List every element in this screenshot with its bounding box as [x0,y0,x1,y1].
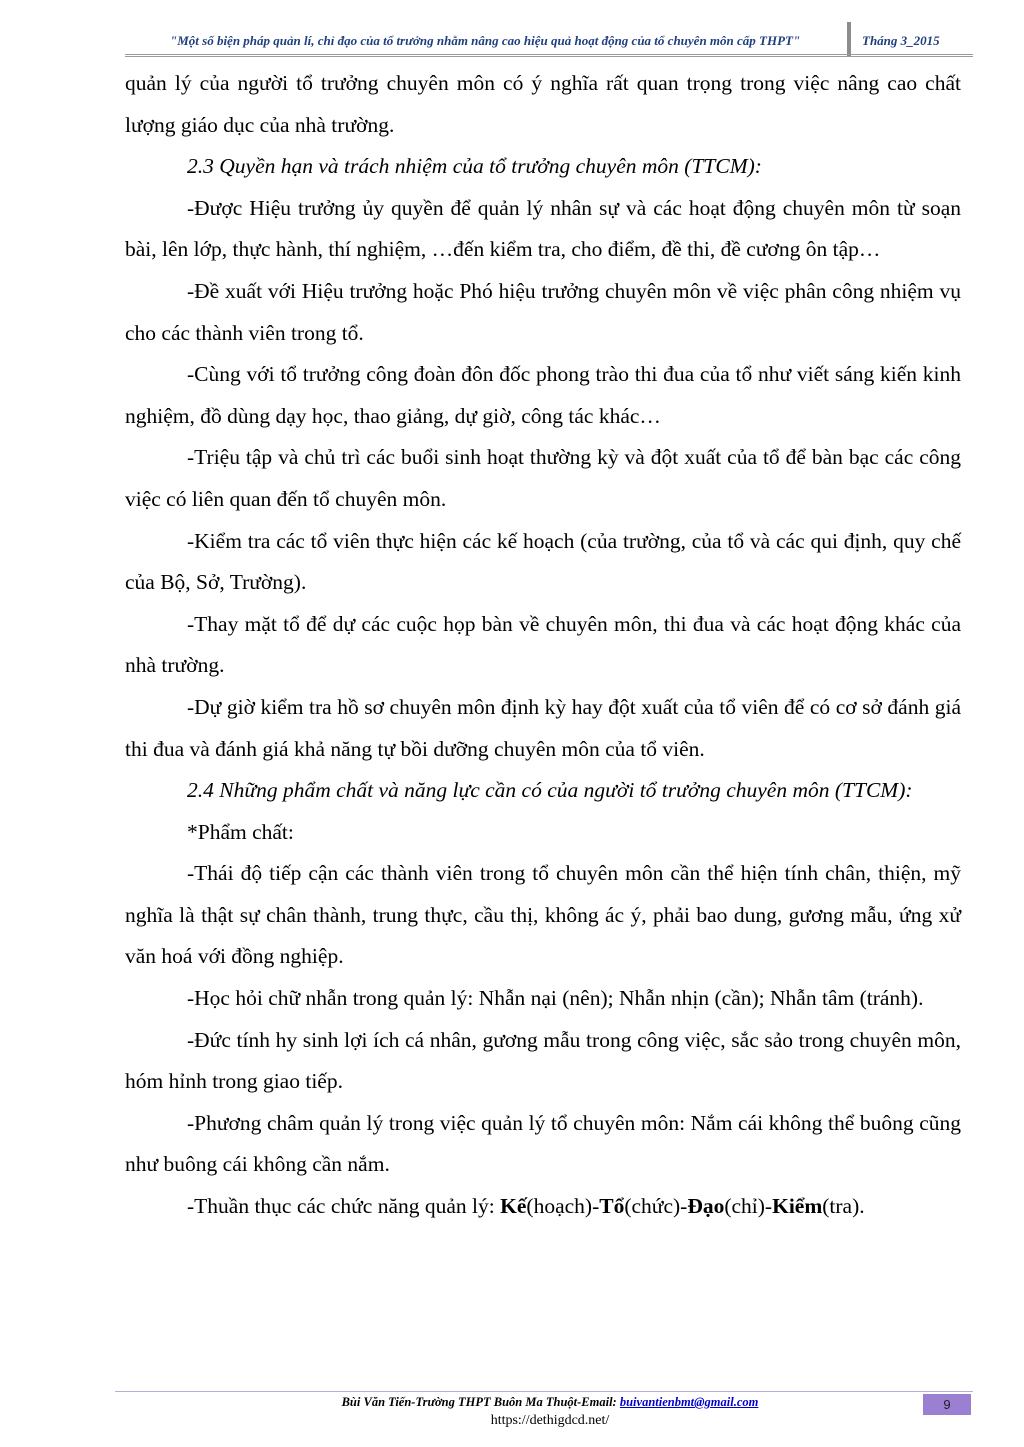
subheading-qualities: *Phẩm chất: [187,819,294,844]
paragraph-authority-delegation: -Được Hiệu trưởng ủy quyền để quản lý nhân sự và các hoạt động chuyên môn từ soạn bài, lên lớp, thực hành, thí nghiệm, …đến kiểm tra, cho điểm, đề thi, đề cương ôn tập… [125,195,961,262]
functions-prefix: -Thuần thục các chức năng quản lý: [187,1194,501,1219]
keyword-plan-rest: (hoạch)- [526,1194,600,1219]
header-rule [125,54,973,57]
paragraph-proposal: -Đề xuất với Hiệu trưởng hoặc Phó hiệu trưởng chuyên môn về việc phân công nhiệm vụ cho các thành viên trong tổ. [125,278,961,345]
keyword-organize-rest: (chức)- [624,1194,688,1219]
section-heading-2-4: 2.4 Những phẩm chất và năng lực cần có của người tổ trưởng chuyên môn (TTCM): [187,778,913,803]
keyword-check: Kiểm [772,1194,823,1219]
header-date: Tháng 3_2015 [862,33,940,48]
header-divider [847,22,851,56]
document-body [125,63,961,1228]
paragraph-motto: -Phương châm quản lý trong việc quản lý tổ chuyên môn: Nắm cái không thể buông cũng như buông cái không cần nắm. [125,1110,961,1177]
paragraph-meetings: -Triệu tập và chủ trì các buổi sinh hoạt thường kỳ và đột xuất của tổ để bàn bạc các công việc có liên quan đến tổ chuyên môn. [125,445,961,511]
paragraph-patience: -Học hỏi chữ nhẫn trong quản lý: Nhẫn nại (nên); Nhẫn nhịn (cần); Nhẫn tâm (tránh). [187,986,924,1011]
section-heading-2-3: 2.3 Quyền hạn và trách nhiệm của tổ trưởng chuyên môn (TTCM): [187,154,762,179]
keyword-direct-rest: (chỉ)- [724,1194,773,1219]
paragraph-continuation: quản lý của người tổ trưởng chuyên môn có ý nghĩa rất quan trọng trong việc nâng cao chất lượng giáo dục của nhà trường. [125,71,961,137]
paragraph-inspection: -Kiểm tra các tổ viên thực hiện các kế hoạch (của trường, của tổ và các qui định, quy chế của Bộ, Sở, Trường). [125,528,961,595]
keyword-organize: Tổ [599,1194,625,1219]
page-header [125,22,973,54]
footer-author: Bùi Văn Tiến-Trường THPT Buôn Ma Thuột-Email: [341,1395,620,1409]
paragraph-emulation: -Cùng với tổ trưởng công đoàn đôn đốc phong trào thi đua của tổ như viết sáng kiến kinh nghiệm, đồ dùng dạy học, thao giảng, dự giờ, công tác khác… [125,362,961,428]
paragraph-class-observation: -Dự giờ kiểm tra hồ sơ chuyên môn định kỳ hay đột xuất của tổ viên để có cơ sở đánh giá thi đua và đánh giá khả năng tự bồi dưỡng chuyên môn của tổ viên. [125,694,961,761]
paragraph-management-functions [125,1186,961,1228]
keyword-check-rest: (tra). [822,1194,865,1219]
page-number-badge: 9 [923,1394,971,1415]
paragraph-attitude: -Thái độ tiếp cận các thành viên trong tổ chuyên môn cần thể hiện tính chân, thiện, mỹ nghĩa là thật sự chân thành, trung thực, cầu thị, không ác ý, phải bao dung, gương mẫu, ứng xử văn hoá với đồng nghiệp. [125,861,961,969]
footer-rule [115,1391,973,1392]
paragraph-representation: -Thay mặt tổ để dự các cuộc họp bàn về chuyên môn, thi đua và các hoạt động khác của nhà trường. [125,611,961,678]
footer-author-line [300,1395,800,1410]
header-title: "Một số biện pháp quản lí, chỉ đạo của tổ trưởng nhằm nâng cao hiệu quả hoạt động của tổ chuyên môn cấp THPT" [170,33,801,48]
keyword-plan: Kế [500,1194,527,1219]
footer-email-link[interactable]: buivantienbmt@gmail.com [619,1395,759,1409]
footer-url: https://dethigdcd.net/ [490,1413,610,1428]
keyword-direct: Đạo [687,1194,725,1219]
paragraph-sacrifice: -Đức tính hy sinh lợi ích cá nhân, gương mẫu trong công việc, sắc sảo trong chuyên môn, hóm hỉnh trong giao tiếp. [125,1027,961,1094]
